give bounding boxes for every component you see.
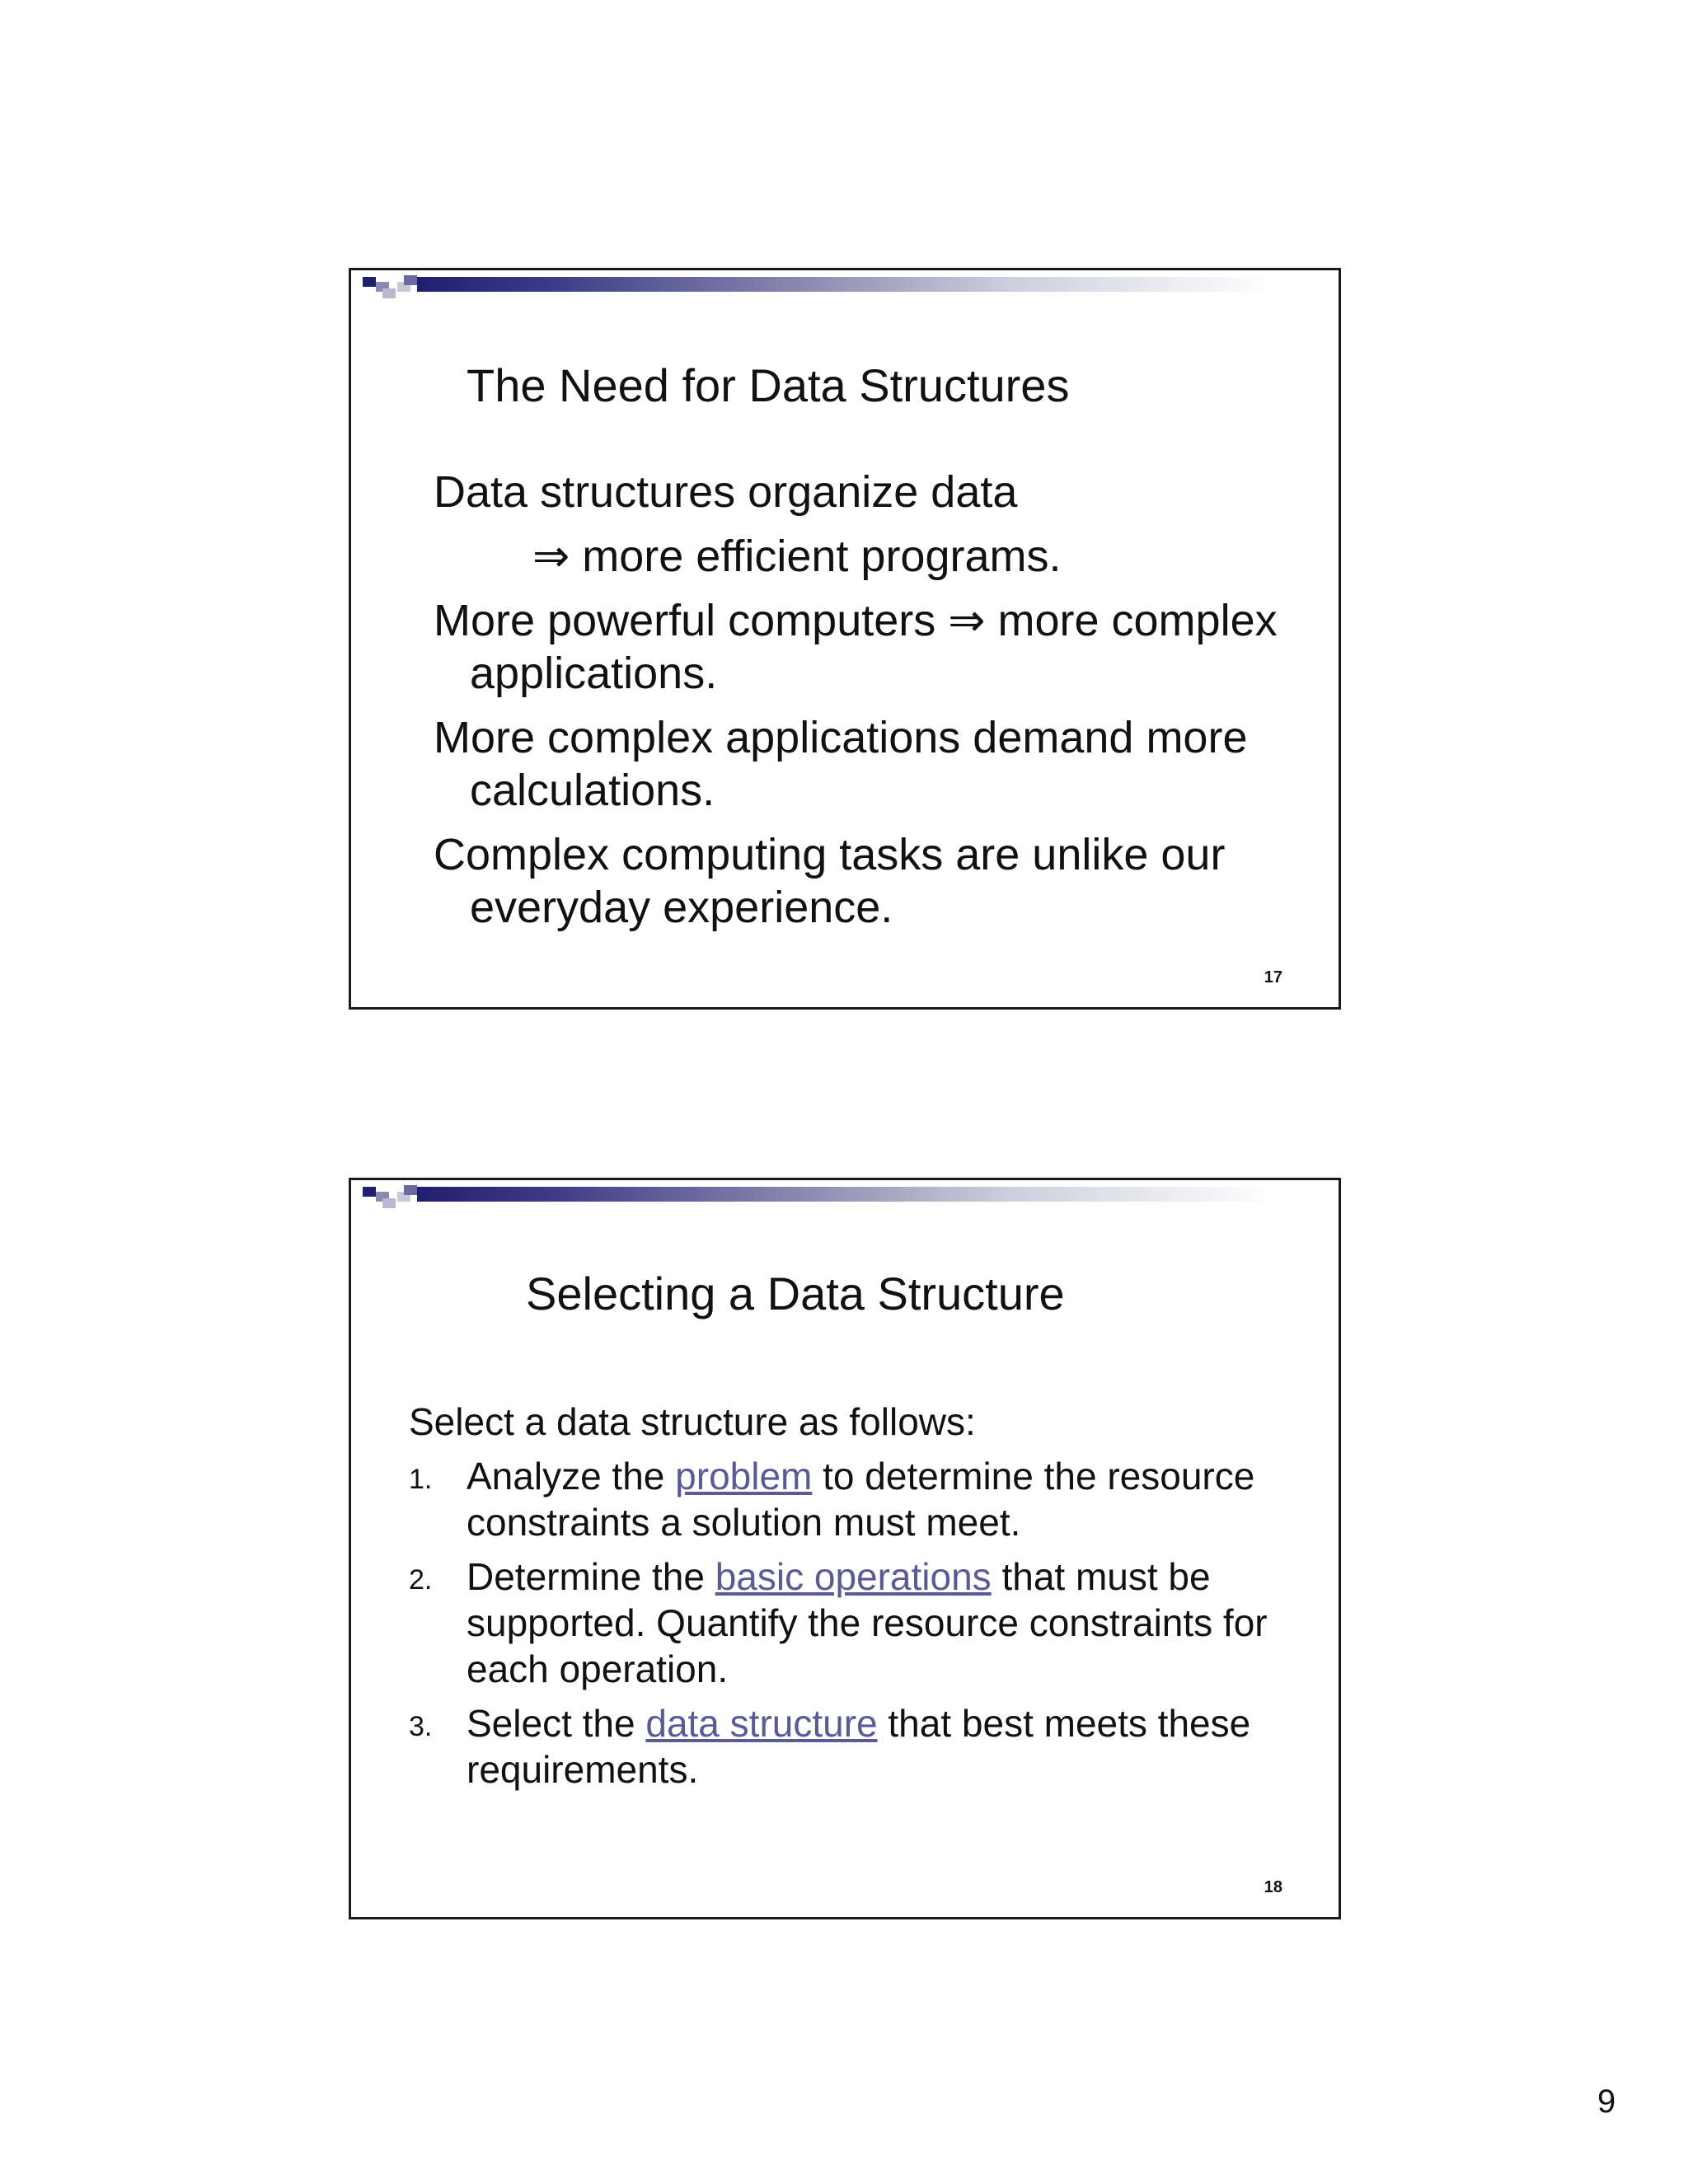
list-item (409, 1453, 1299, 1545)
bullet-line: More powerful computers ⇒ more complex applications. (434, 596, 1278, 698)
list-item (409, 1700, 1299, 1793)
header-square-icon (404, 1185, 417, 1195)
bullet-line: More complex applications demand more calculations. (434, 713, 1248, 815)
slide-body (409, 1399, 1299, 1801)
header-square-icon (404, 275, 417, 285)
slide-header-decoration (351, 1180, 1339, 1213)
step-text-post: that must be supported. Quantify the resource constraints for each operation. (467, 1555, 1268, 1690)
header-square-icon (363, 1187, 376, 1197)
problem-link[interactable]: problem (675, 1455, 813, 1497)
slide-number: 18 (1264, 1878, 1282, 1896)
header-square-icon (382, 1198, 396, 1208)
header-square-icon (363, 277, 376, 287)
header-square-icon (382, 288, 396, 298)
basic-operations-link[interactable]: basic operations (715, 1555, 992, 1598)
step-number: 1. (409, 1464, 433, 1495)
slide-17 (349, 268, 1341, 1010)
sub-line: ⇒ more efficient programs. (532, 532, 1062, 581)
steps-list (409, 1453, 1299, 1793)
header-gradient-bar (417, 277, 1274, 292)
slide-body (434, 466, 1307, 945)
slide-title: Selecting a Data Structure (526, 1268, 1065, 1319)
bullet-line: Complex computing tasks are unlike our everyday experience. (434, 830, 1226, 932)
step-number: 3. (409, 1711, 433, 1742)
slide-18 (349, 1178, 1341, 1919)
header-gradient-bar (417, 1187, 1274, 1202)
step-text-post: to determine the resource constraints a solution must meet. (467, 1455, 1255, 1544)
page-number: 9 (1597, 2083, 1616, 2120)
slide-title: The Need for Data Structures (467, 359, 1070, 411)
step-number: 2. (409, 1564, 433, 1596)
data-structure-link[interactable]: data structure (645, 1702, 878, 1745)
slide-number: 17 (1264, 968, 1282, 987)
slide-header-decoration (351, 270, 1339, 303)
bullet-line: Data structures organize data (434, 467, 1018, 517)
intro-text: Select a data structure as follows: (409, 1400, 976, 1443)
step-text-pre: Select the (467, 1702, 646, 1745)
step-text-pre: Determine the (467, 1555, 715, 1598)
step-text-post: that best meets these requirements. (467, 1702, 1251, 1791)
list-item (409, 1554, 1299, 1692)
step-text-pre: Analyze the (467, 1455, 676, 1497)
